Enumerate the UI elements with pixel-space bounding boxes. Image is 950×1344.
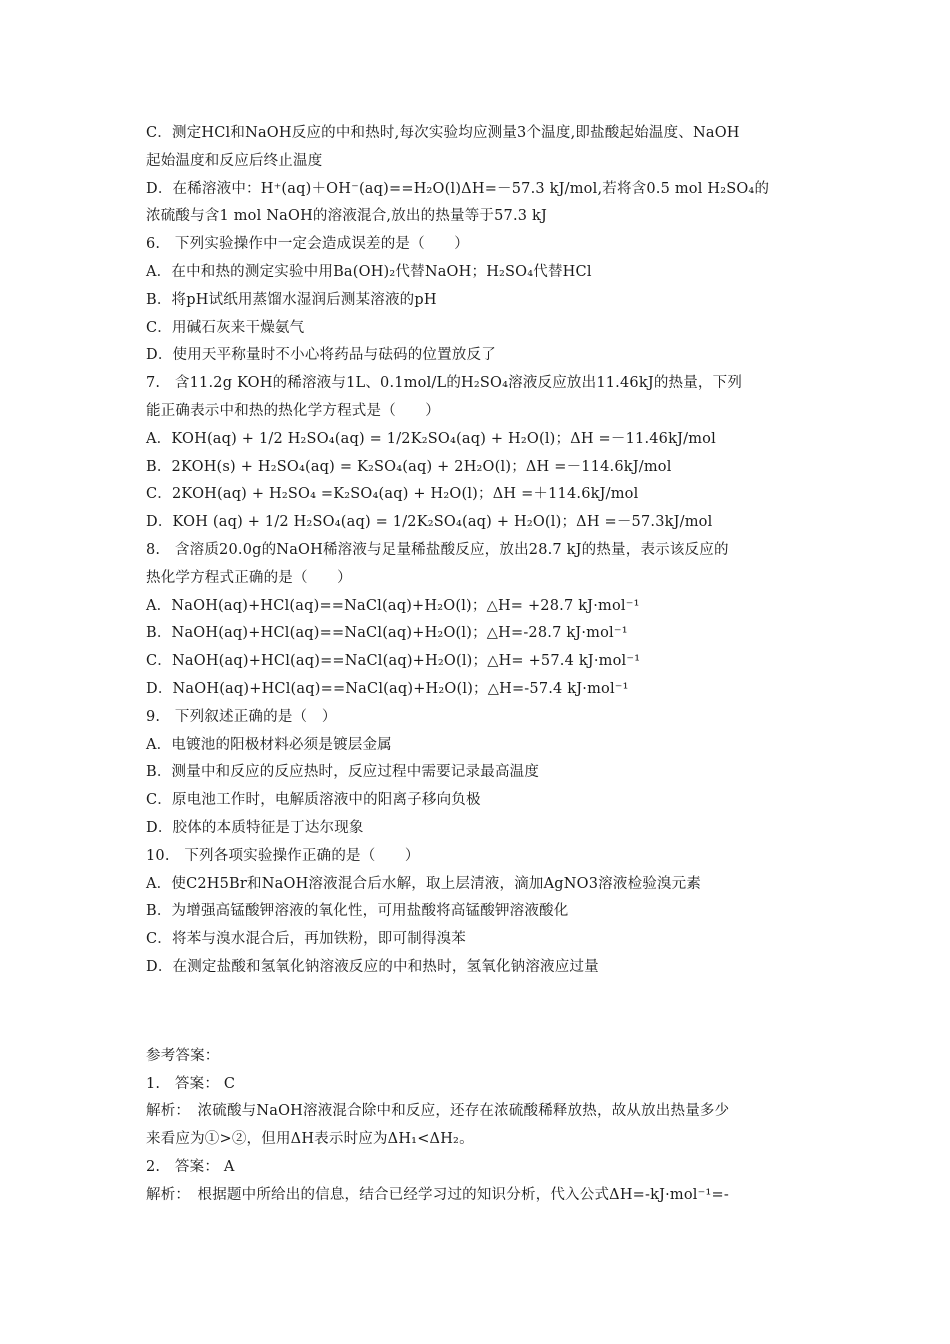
- question-6-option-c: C．用碱石灰来干燥氨气: [146, 319, 305, 336]
- question-list: [146, 120, 806, 982]
- question-10-stem: 10. 下列各项实验操作正确的是（ ）: [146, 847, 420, 864]
- answer-1-explanation: 解析： 浓硫酸与NaOH溶液混合除中和反应，还存在浓硫酸稀释放热，故从放出热量多少: [146, 1103, 730, 1120]
- text-line: 起始温度和反应后终止温度: [146, 152, 323, 169]
- question-8-option-d: D．NaOH(aq)+HCl(aq)==NaCl(aq)+H₂O(l)；△H=-57.4 kJ·mol⁻¹: [146, 680, 629, 697]
- answer-2: 2. 答案： A: [146, 1158, 235, 1175]
- question-8-option-b: B．NaOH(aq)+HCl(aq)==NaCl(aq)+H₂O(l)；△H=-28.7 kJ·mol⁻¹: [146, 625, 628, 642]
- question-6-option-a: A．在中和热的测定实验中用Ba(OH)₂代替NaOH；H₂SO₄代替HCl: [146, 263, 592, 280]
- question-6-option-b: B．将pH试纸用蒸馏水湿润后测某溶液的pH: [146, 291, 437, 308]
- question-7-option-c: C．2KOH(aq) + H₂SO₄ =K₂SO₄(aq) + H₂O(l)；ΔH =＋114.6kJ/mol: [146, 486, 639, 503]
- text-line: 浓硫酸与含1 mol NaOH的溶液混合,放出的热量等于57.3 kJ: [146, 208, 548, 225]
- question-9-option-b: B．测量中和反应的反应热时，反应过程中需要记录最高温度: [146, 764, 540, 781]
- text-line: D．在稀溶液中：H⁺(aq)＋OH⁻(aq)==H₂O(l)ΔH=－57.3 kJ/mol,若将含0.5 mol H₂SO₄的: [146, 180, 770, 197]
- question-8-option-c: C．NaOH(aq)+HCl(aq)==NaCl(aq)+H₂O(l)；△H= +57.4 kJ·mol⁻¹: [146, 653, 641, 670]
- question-8-stem: 8. 含溶质20.0g的NaOH稀溶液与足量稀盐酸反应，放出28.7 kJ的热量，表示该反应的: [146, 541, 729, 558]
- question-9-option-d: D．胶体的本质特征是丁达尔现象: [146, 819, 364, 836]
- question-7-option-b: B．2KOH(s) + H₂SO₄(aq) = K₂SO₄(aq) + 2H₂O(l)；ΔH =－114.6kJ/mol: [146, 458, 672, 475]
- question-9-option-c: C．原电池工作时，电解质溶液中的阳离子移向负极: [146, 792, 481, 809]
- question-7-stem-cont: 能正确表示中和热的热化学方程式是（ ）: [146, 402, 440, 419]
- answer-1-explanation-cont: 来看应为①>②，但用ΔH表示时应为ΔH₁<ΔH₂。: [146, 1131, 474, 1148]
- answer-2-explanation: 解析： 根据题中所给出的信息，结合已经学习过的知识分析，代入公式ΔH=-kJ·mol⁻¹=-: [146, 1186, 729, 1203]
- question-8-stem-cont: 热化学方程式正确的是（ ）: [146, 569, 352, 586]
- question-9-option-a: A．电镀池的阳极材料必须是镀层金属: [146, 736, 392, 753]
- question-10-option-a: A．使C2H5Br和NaOH溶液混合后水解，取上层清液，滴加AgNO3溶液检验溴元素: [146, 875, 702, 892]
- question-8-option-a: A．NaOH(aq)+HCl(aq)==NaCl(aq)+H₂O(l)；△H= +28.7 kJ·mol⁻¹: [146, 597, 640, 614]
- section-spacer: [146, 982, 806, 1043]
- answer-heading: 参考答案：: [146, 1047, 220, 1064]
- question-7-option-a: A．KOH(aq) + 1/2 H₂SO₄(aq) = 1/2K₂SO₄(aq) + H₂O(l)；ΔH =－11.46kJ/mol: [146, 430, 716, 447]
- answer-section: [146, 1043, 806, 1210]
- question-9-stem: 9. 下列叙述正确的是（ ）: [146, 708, 337, 725]
- question-10-option-d: D．在测定盐酸和氢氧化钠溶液反应的中和热时，氢氧化钠溶液应过量: [146, 958, 599, 975]
- question-6-stem: 6. 下列实验操作中一定会造成误差的是（ ）: [146, 236, 469, 253]
- question-7-stem: 7. 含11.2g KOH的稀溶液与1L、0.1mol/L的H₂SO₄溶液反应放出11.46kJ的热量，下列: [146, 375, 743, 392]
- text-line: C．测定HCl和NaOH反应的中和热时,每次实验均应测量3个温度,即盐酸起始温度、NaOH: [146, 125, 740, 141]
- document-body: [146, 120, 806, 1209]
- question-10-option-b: B．为增强高锰酸钾溶液的氧化性，可用盐酸将高锰酸钾溶液酸化: [146, 903, 569, 920]
- question-6-option-d: D．使用天平称量时不小心将药品与砝码的位置放反了: [146, 347, 496, 364]
- answer-1: 1. 答案： C: [146, 1075, 236, 1092]
- question-7-option-d: D．KOH (aq) + 1/2 H₂SO₄(aq) = 1/2K₂SO₄(aq) + H₂O(l)；ΔH =－57.3kJ/mol: [146, 514, 713, 531]
- question-10-option-c: C．将苯与溴水混合后，再加铁粉，即可制得溴苯: [146, 931, 466, 948]
